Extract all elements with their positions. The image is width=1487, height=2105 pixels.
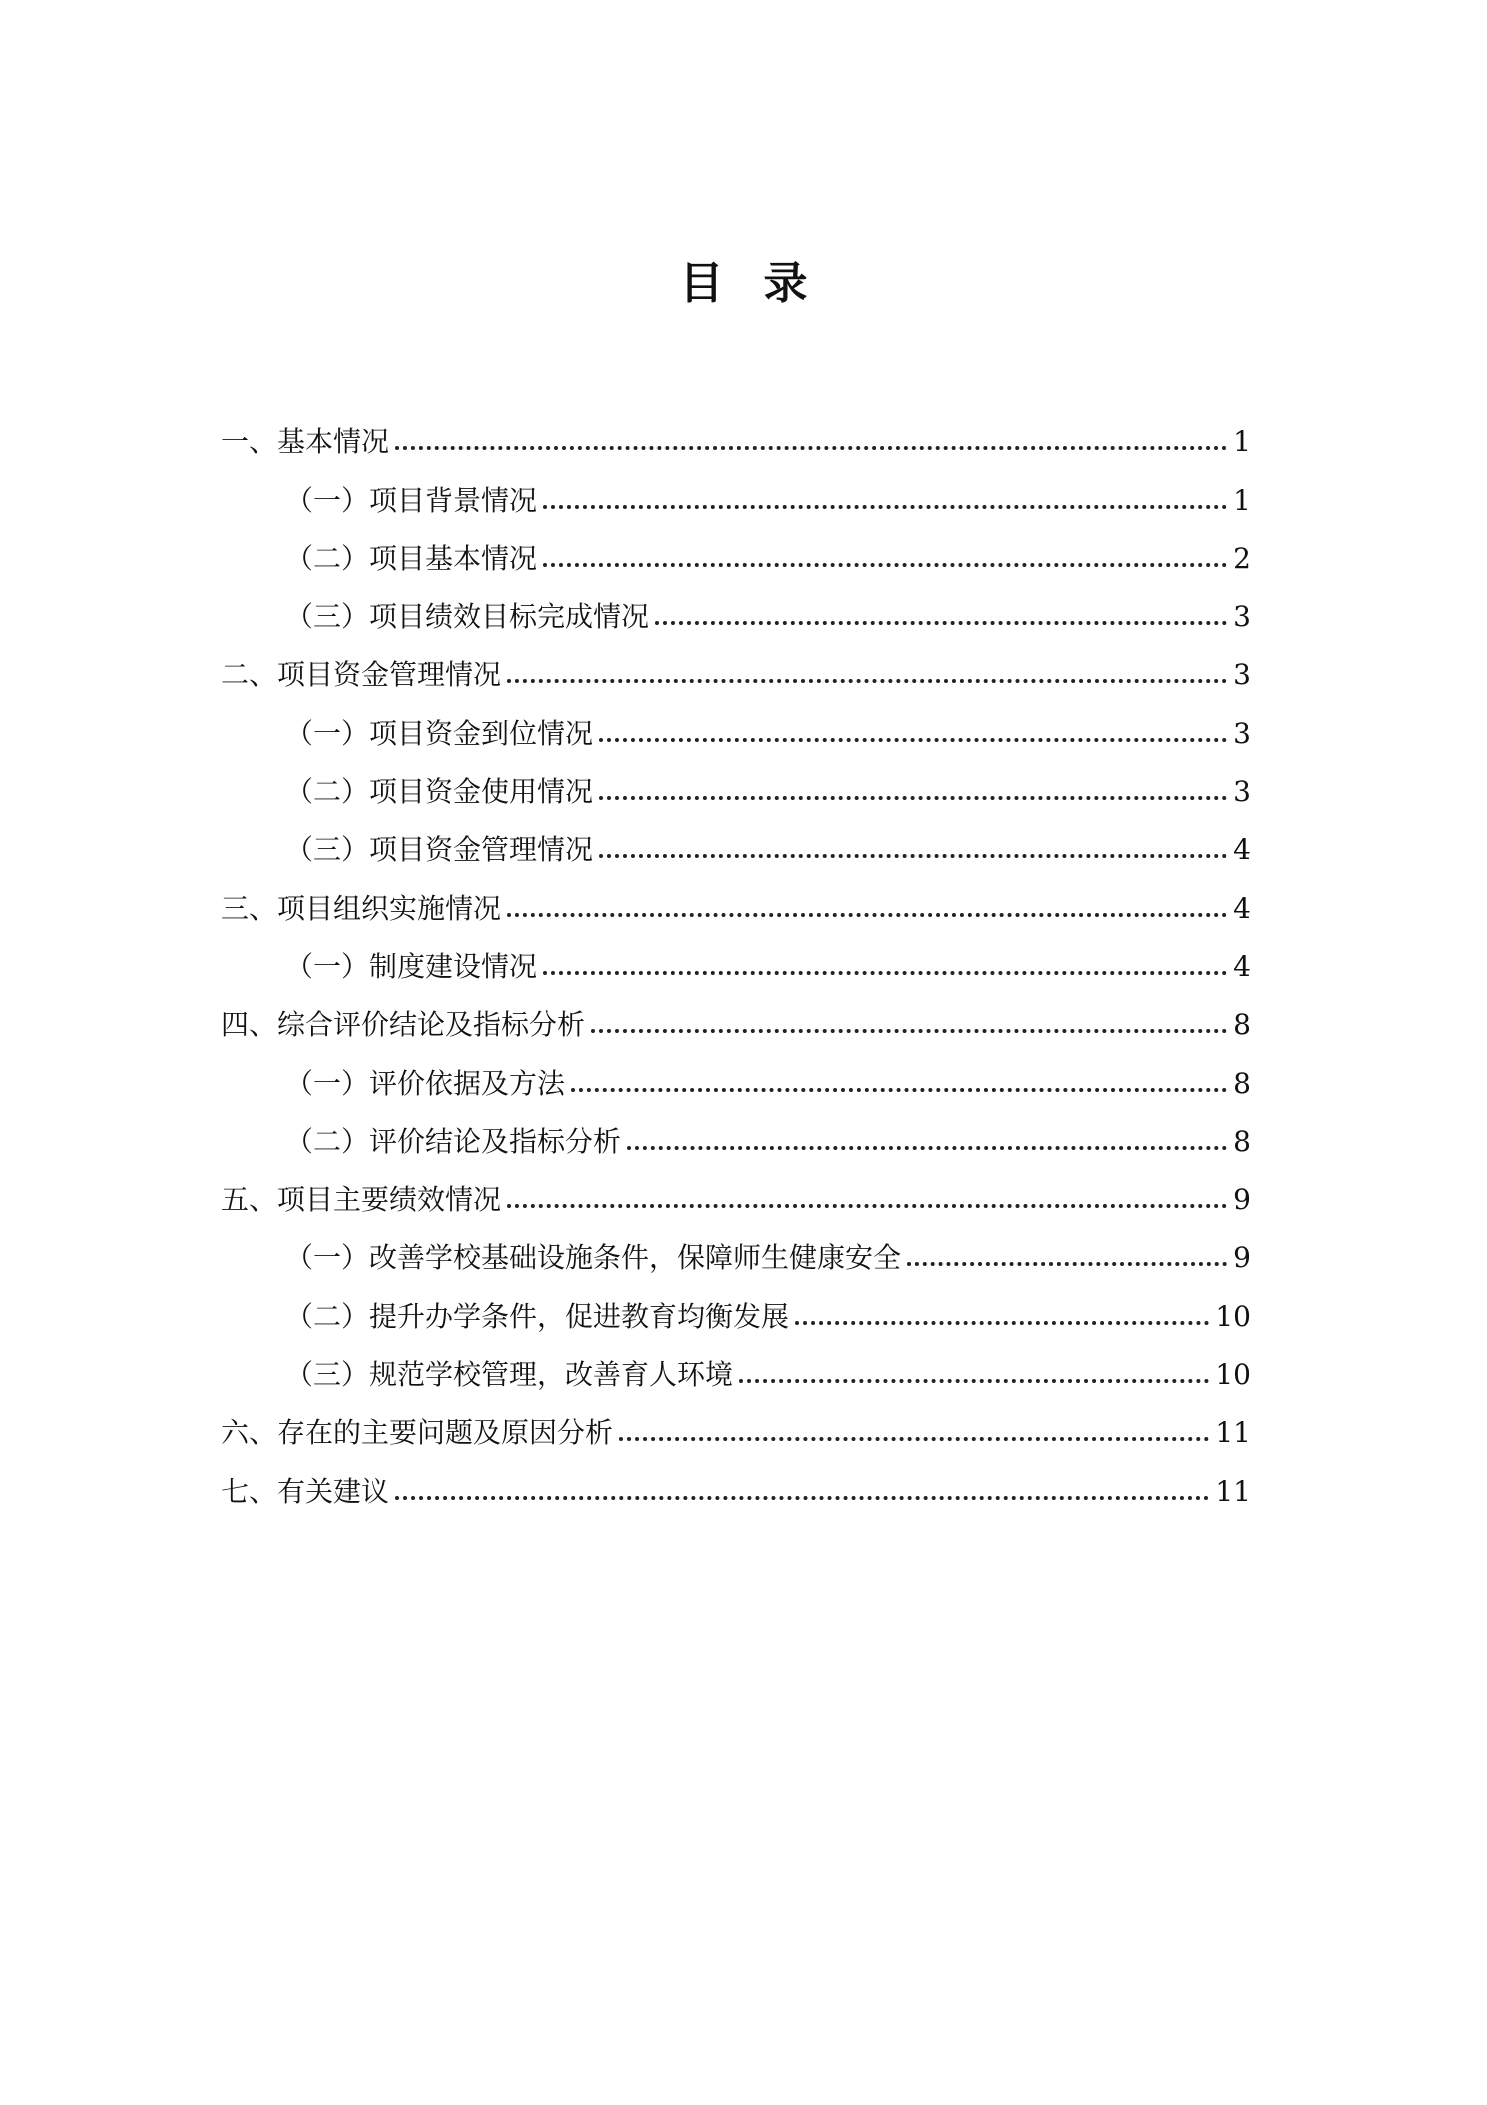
title-char-1: 目 bbox=[679, 258, 724, 309]
toc-entry-label: 三、项目组织实施情况 bbox=[221, 891, 502, 925]
toc-dot-leader bbox=[507, 913, 1227, 917]
toc-entry-page-number: 4 bbox=[1233, 949, 1251, 983]
toc-entry-page-number: 8 bbox=[1233, 1124, 1251, 1158]
toc-dot-leader bbox=[591, 1029, 1227, 1033]
toc-entry[interactable] bbox=[221, 748, 1251, 809]
toc-entry[interactable] bbox=[221, 1156, 1251, 1217]
toc-entry-label: （二）项目基本情况 bbox=[285, 541, 538, 575]
toc-entry-label: 六、存在的主要问题及原因分析 bbox=[221, 1416, 614, 1450]
toc-entry[interactable] bbox=[221, 864, 1251, 925]
toc-dot-leader bbox=[739, 1379, 1209, 1383]
toc-entry[interactable] bbox=[221, 398, 1251, 459]
toc-dot-leader bbox=[907, 1262, 1227, 1266]
toc-entry[interactable] bbox=[221, 689, 1251, 750]
toc-dot-leader bbox=[599, 738, 1227, 742]
toc-entry-label: （一）项目资金到位情况 bbox=[285, 716, 594, 750]
toc-dot-leader bbox=[619, 1437, 1209, 1441]
toc-entry-page-number: 3 bbox=[1233, 600, 1251, 634]
table-of-contents bbox=[221, 398, 1251, 1506]
toc-dot-leader bbox=[795, 1321, 1209, 1325]
toc-entry-page-number: 4 bbox=[1233, 891, 1251, 925]
toc-entry-label: （二）评价结论及指标分析 bbox=[285, 1124, 622, 1158]
toc-entry[interactable] bbox=[221, 1039, 1251, 1100]
toc-entry-label: 五、项目主要绩效情况 bbox=[221, 1183, 502, 1217]
toc-entry-page-number: 8 bbox=[1233, 1066, 1251, 1100]
toc-entry[interactable] bbox=[221, 1331, 1251, 1392]
toc-entry-page-number: 8 bbox=[1233, 1008, 1251, 1042]
toc-entry[interactable] bbox=[221, 1214, 1251, 1275]
toc-entry-page-number: 10 bbox=[1215, 1299, 1251, 1333]
toc-entry-label: （二）提升办学条件，促进教育均衡发展 bbox=[285, 1299, 790, 1333]
toc-dot-leader bbox=[507, 1204, 1227, 1208]
toc-entry-label: （三）项目绩效目标完成情况 bbox=[285, 600, 650, 634]
toc-entry-page-number: 10 bbox=[1215, 1358, 1251, 1392]
toc-entry-page-number: 4 bbox=[1233, 833, 1251, 867]
toc-entry-label: （三）规范学校管理，改善育人环境 bbox=[285, 1358, 734, 1392]
toc-entry-page-number: 3 bbox=[1233, 716, 1251, 750]
toc-entry-label: （一）制度建设情况 bbox=[285, 949, 538, 983]
toc-entry-label: 七、有关建议 bbox=[221, 1474, 390, 1508]
toc-entry-label: （一）评价依据及方法 bbox=[285, 1066, 566, 1100]
toc-dot-leader bbox=[507, 679, 1227, 683]
toc-entry-label: （三）项目资金管理情况 bbox=[285, 833, 594, 867]
toc-dot-leader bbox=[395, 446, 1227, 450]
toc-entry-page-number: 9 bbox=[1233, 1183, 1251, 1217]
toc-entry[interactable] bbox=[221, 515, 1251, 573]
toc-entry-page-number: 3 bbox=[1233, 775, 1251, 809]
toc-dot-leader bbox=[571, 1088, 1227, 1092]
toc-entry[interactable] bbox=[221, 1389, 1251, 1450]
toc-entry[interactable] bbox=[221, 923, 1251, 981]
toc-entry-page-number: 3 bbox=[1233, 658, 1251, 692]
toc-entry[interactable] bbox=[221, 981, 1251, 1042]
toc-entry-page-number: 1 bbox=[1233, 425, 1251, 459]
toc-entry-page-number: 11 bbox=[1215, 1474, 1251, 1508]
toc-entry[interactable] bbox=[221, 1098, 1251, 1156]
toc-dot-leader bbox=[543, 563, 1227, 567]
toc-entry-label: （一）改善学校基础设施条件，保障师生健康安全 bbox=[285, 1241, 902, 1275]
toc-entry-label: （二）项目资金使用情况 bbox=[285, 775, 594, 809]
toc-entry-page-number: 11 bbox=[1215, 1416, 1251, 1450]
toc-entry[interactable] bbox=[221, 573, 1251, 634]
toc-entry-label: 一、基本情况 bbox=[221, 425, 390, 459]
toc-entry-page-number: 9 bbox=[1233, 1241, 1251, 1275]
toc-entry[interactable] bbox=[221, 806, 1251, 867]
toc-entry-page-number: 1 bbox=[1233, 483, 1251, 517]
toc-dot-leader bbox=[655, 621, 1227, 625]
title-char-2: 录 bbox=[763, 258, 808, 309]
toc-dot-leader bbox=[627, 1146, 1227, 1150]
toc-entry-page-number: 2 bbox=[1233, 541, 1251, 575]
toc-dot-leader bbox=[543, 505, 1227, 509]
toc-dot-leader bbox=[599, 854, 1227, 858]
toc-entry[interactable] bbox=[221, 1272, 1251, 1333]
toc-entry-label: 二、项目资金管理情况 bbox=[221, 658, 502, 692]
toc-entry[interactable] bbox=[221, 631, 1251, 692]
page-title bbox=[0, 258, 1487, 309]
toc-entry-label: （一）项目背景情况 bbox=[285, 483, 538, 517]
toc-entry[interactable] bbox=[221, 456, 1251, 517]
toc-dot-leader bbox=[543, 971, 1227, 975]
toc-dot-leader bbox=[599, 796, 1227, 800]
toc-entry-label: 四、综合评价结论及指标分析 bbox=[221, 1008, 586, 1042]
toc-entry[interactable] bbox=[221, 1447, 1251, 1508]
toc-dot-leader bbox=[395, 1496, 1209, 1500]
